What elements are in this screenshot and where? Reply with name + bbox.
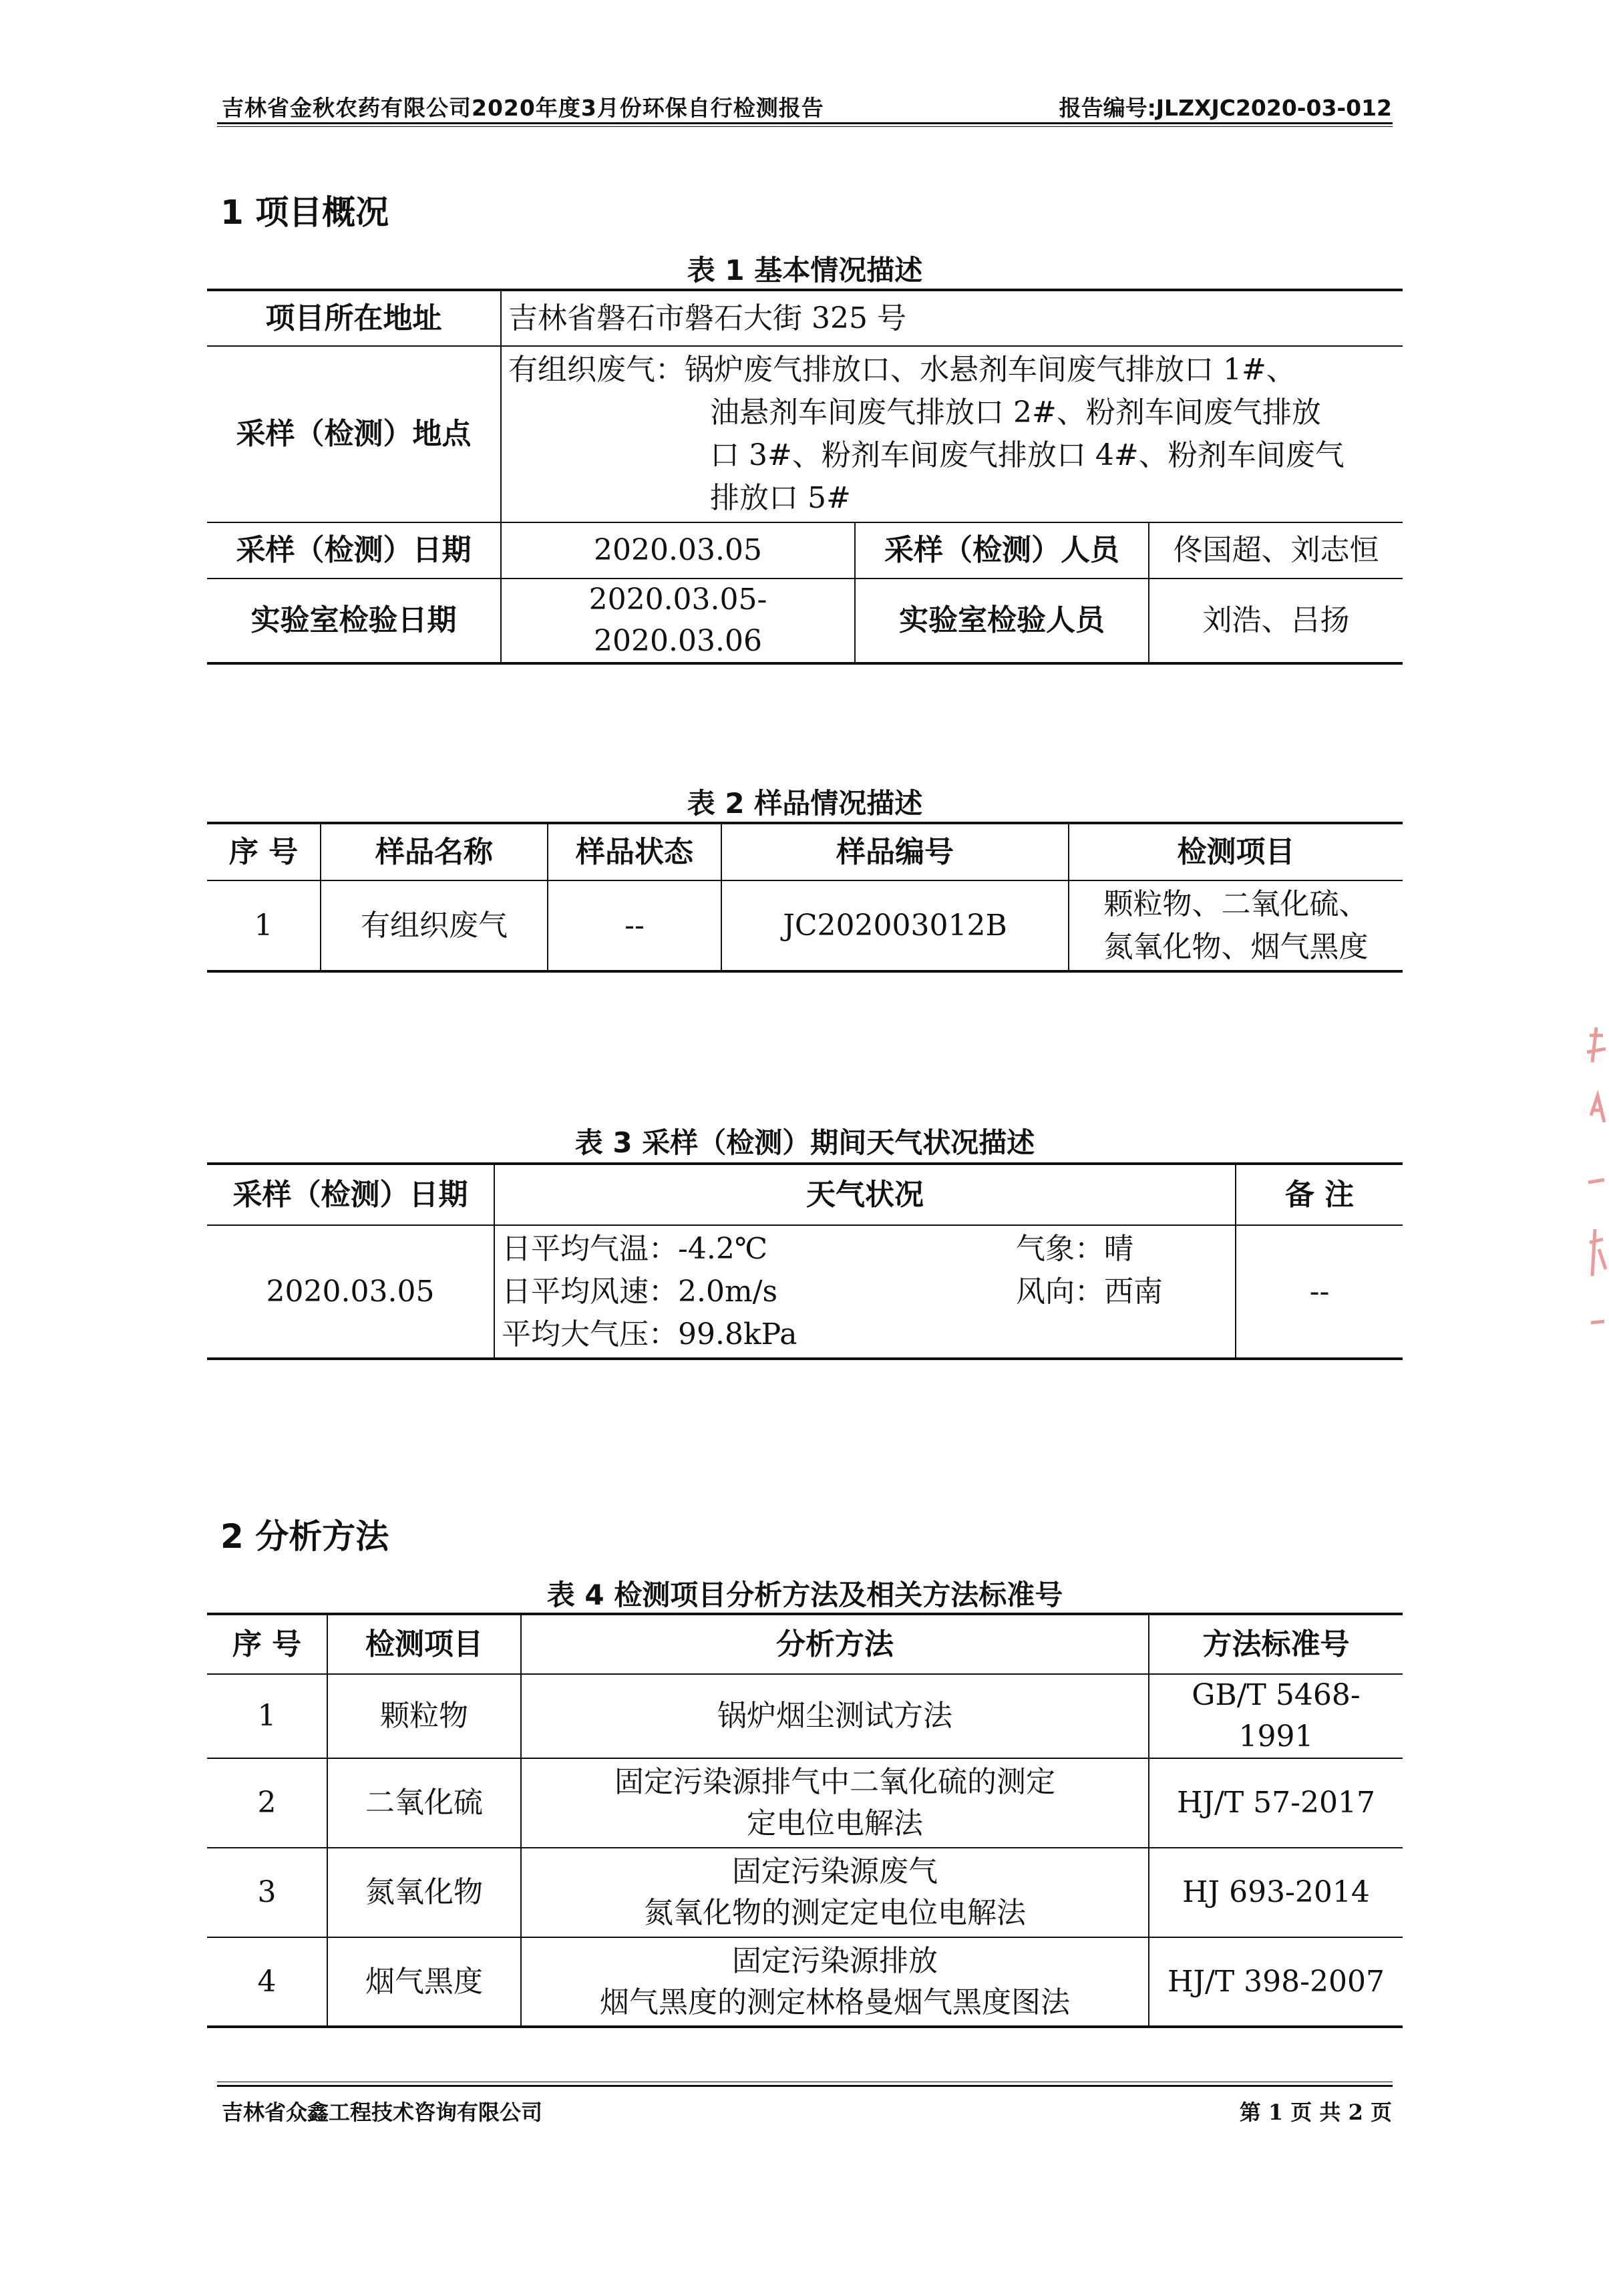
address-label: 项目所在地址 [207, 290, 501, 346]
sample-no: 1 [207, 880, 321, 971]
method-name: 锅炉烟尘测试方法 [521, 1674, 1149, 1758]
page-total: 2 [1348, 2100, 1363, 2125]
site-line-2: 油悬剂车间废气排放口 2#、粉剂车间废气排放 [710, 395, 1321, 430]
col-header-no: 序 号 [207, 1614, 327, 1674]
method-line-1: 固定污染源排放 [732, 1943, 938, 1978]
sample-test-items [1069, 880, 1403, 971]
footer-divider [217, 2085, 1393, 2087]
section-2-title: 2 分析方法 [220, 1517, 389, 1556]
table-row [207, 1937, 1403, 2027]
method-name [521, 1848, 1149, 1937]
page-indicator [1240, 2096, 1392, 2126]
methods-table [207, 1613, 1403, 2028]
avg-pressure: 平均大气压：99.8kPa [502, 1317, 797, 1351]
header-divider [217, 122, 1393, 124]
method-line-1: 固定污染源排气中二氧化硫的测定 [614, 1765, 1055, 1799]
method-line-2: 烟气黑度的测定林格曼烟气黑度图法 [600, 1985, 1070, 2019]
wind-direction: 风向：西南 [1016, 1274, 1163, 1309]
sampling-date-value: 2020.03.05 [501, 522, 855, 579]
page-number: 1 [1268, 2100, 1284, 2125]
table-2-caption: 表 2 样品情况描述 [687, 787, 923, 820]
table-row [207, 1225, 1403, 1359]
table-1-caption: 表 1 基本情况描述 [687, 254, 923, 287]
avg-wind-speed: 日平均风速：2.0m/s [502, 1274, 778, 1309]
seal-icon [1583, 1022, 1609, 1343]
col-header-sample-state: 样品状态 [548, 823, 721, 880]
footer-company: 吉林省众鑫工程技术咨询有限公司 [222, 2100, 543, 2125]
report-number: 报告编号:JLZXJC2020-03-012 [1059, 95, 1392, 121]
table-3-caption: 表 3 采样（检测）期间天气状况描述 [574, 1126, 1035, 1159]
site-value [501, 346, 1403, 522]
basic-info-table [207, 289, 1403, 665]
lab-date-label: 实验室检验日期 [207, 579, 501, 663]
col-header-note: 备 注 [1236, 1164, 1403, 1225]
col-header-standard: 方法标准号 [1149, 1614, 1403, 1674]
sample-name: 有组织废气 [321, 880, 548, 971]
report-header-title: 吉林省金秋农药有限公司2020年度3月份环保自行检测报告 [222, 95, 824, 121]
method-name [521, 1758, 1149, 1848]
weather-date: 2020.03.05 [207, 1225, 494, 1359]
method-item: 颗粒物 [327, 1674, 521, 1758]
weather-conditions [494, 1225, 1236, 1359]
site-line-1: 有组织废气：锅炉废气排放口、水悬剂车间废气排放口 1#、 [508, 353, 1296, 387]
method-item: 烟气黑度 [327, 1937, 521, 2027]
method-name [521, 1937, 1149, 2027]
site-label: 采样（检测）地点 [207, 346, 501, 522]
method-no: 3 [207, 1848, 327, 1937]
section-1-title: 1 项目概况 [220, 193, 389, 232]
method-no: 1 [207, 1674, 327, 1758]
test-items-line-1: 颗粒物、二氧化硫、 [1103, 886, 1369, 921]
method-item: 二氧化硫 [327, 1758, 521, 1848]
weather-sky: 气象：晴 [1016, 1231, 1133, 1266]
test-items-line-2: 氮氧化物、烟气黑度 [1103, 929, 1369, 964]
col-header-date: 采样（检测）日期 [207, 1164, 494, 1225]
col-header-sample-name: 样品名称 [321, 823, 548, 880]
method-item: 氮氧化物 [327, 1848, 521, 1937]
page-prefix: 第 [1239, 2100, 1261, 2125]
method-standard: HJ/T 398-2007 [1149, 1937, 1403, 2027]
method-line-1: 固定污染源废气 [732, 1854, 938, 1889]
col-header-no: 序 号 [207, 823, 321, 880]
lab-date-value: 2020.03.05-2020.03.06 [501, 579, 855, 663]
sample-state: -- [548, 880, 721, 971]
lab-staff-label: 实验室检验人员 [855, 579, 1149, 663]
method-line-2: 定电位电解法 [747, 1806, 923, 1840]
weather-table [207, 1162, 1403, 1360]
sampling-staff-value: 佟国超、刘志恒 [1149, 522, 1403, 579]
method-standard: HJ/T 57-2017 [1149, 1758, 1403, 1848]
table-row [207, 1758, 1403, 1848]
col-header-test-items: 检测项目 [1069, 823, 1403, 880]
site-line-3: 口 3#、粉剂车间废气排放口 4#、粉剂车间废气 [710, 438, 1345, 472]
sampling-staff-label: 采样（检测）人员 [855, 522, 1149, 579]
table-row [207, 880, 1403, 971]
sample-info-table [207, 822, 1403, 973]
method-no: 2 [207, 1758, 327, 1848]
table-row [207, 1848, 1403, 1937]
site-line-4: 排放口 5# [710, 481, 851, 515]
table-row [207, 1674, 1403, 1758]
sample-code: JC202003012B [721, 880, 1069, 971]
header-divider-thin [217, 126, 1393, 127]
col-header-test-item: 检测项目 [327, 1614, 521, 1674]
col-header-sample-code: 样品编号 [721, 823, 1069, 880]
method-standard: HJ 693-2014 [1149, 1848, 1403, 1937]
col-header-method: 分析方法 [521, 1614, 1149, 1674]
table-4-caption: 表 4 检测项目分析方法及相关方法标准号 [546, 1579, 1063, 1611]
sampling-date-label: 采样（检测）日期 [207, 522, 501, 579]
page-mid: 页 共 [1290, 2100, 1341, 2125]
col-header-weather: 天气状况 [494, 1164, 1236, 1225]
weather-note: -- [1236, 1225, 1403, 1359]
method-no: 4 [207, 1937, 327, 2027]
avg-temperature: 日平均气温：-4.2℃ [502, 1231, 768, 1266]
method-standard: GB/T 5468-1991 [1149, 1674, 1403, 1758]
address-value: 吉林省磐石市磐石大街 325 号 [501, 290, 1403, 346]
seal-stamp-fragment [1583, 1022, 1609, 1343]
lab-staff-value: 刘浩、吕扬 [1149, 579, 1403, 663]
method-line-2: 氮氧化物的测定定电位电解法 [644, 1896, 1026, 1930]
page-suffix: 页 [1370, 2100, 1392, 2125]
